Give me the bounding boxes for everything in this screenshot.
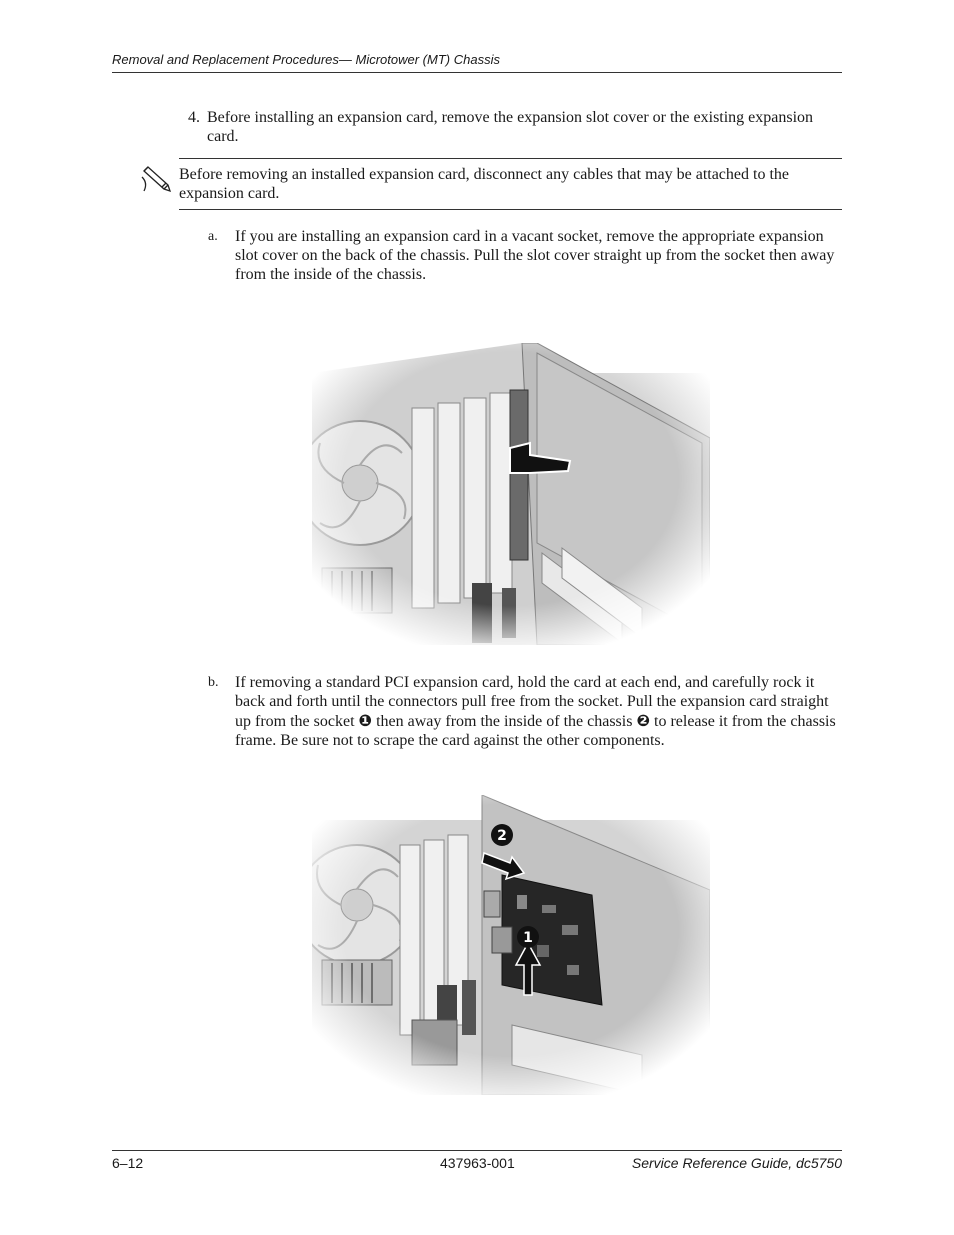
page-number: 6–12 [112, 1155, 144, 1171]
callout-1: ❶ [358, 711, 373, 730]
substep-text: If you are installing an expansion card in a vacant socket, remove the appropriate expansion slot cover on the back of the chassis. Pull the slot cover straight up from the socket then away from the inside of the chassis. [235, 228, 835, 283]
substep-label: a. [208, 229, 218, 244]
slot-cover-removal-illustration [312, 343, 710, 645]
page-header [112, 50, 842, 73]
note-text: Before removing an installed expansion card, disconnect any cables that may be attached to the expansion card. [179, 166, 789, 202]
step-text: Before installing an expansion card, remove the expansion slot cover or the existing expansion card. [207, 109, 814, 145]
step-4 [188, 108, 828, 146]
substep-label: b. [208, 675, 219, 690]
substep-b [208, 673, 842, 750]
guide-title: Service Reference Guide, dc5750 [631, 1155, 842, 1171]
substep-a [208, 227, 842, 284]
page-footer [112, 1150, 842, 1175]
step-number: 4. [188, 109, 200, 126]
substep-text: If removing a standard PCI expansion card, hold the card at each end, and carefully rock it back and forth until the connectors pull free from the socket. Pull the expansion card straight up from the socket ❶ then away from the inside of the chassis ❷ to release it from the chassis frame. Be sure not to scrape the card against the other components. [235, 674, 836, 749]
pencil-note-icon [140, 165, 176, 195]
pci-card-removal-illustration [312, 795, 710, 1095]
header-title: Removal and Replacement Procedures— Microtower (MT) Chassis [112, 52, 500, 67]
part-number: 437963-001 [440, 1155, 515, 1171]
callout-2: ❷ [636, 711, 650, 730]
note-box [179, 158, 842, 210]
